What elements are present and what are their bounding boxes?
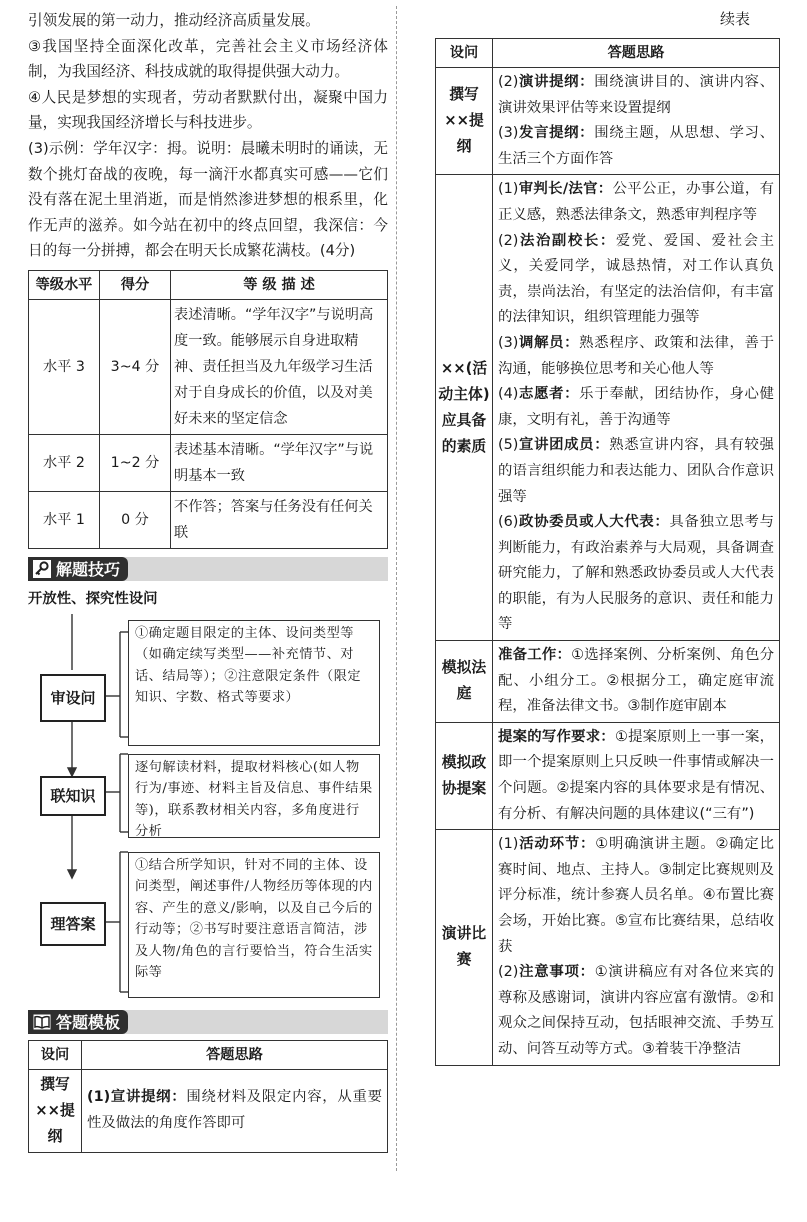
paragraph: ④人民是梦想的实现者，劳动者默默付出，凝聚中国力量，实现我国经济增长与科技进步。 [28,88,388,132]
item-prefix: (3) [498,125,519,142]
item-bold: 提案的写作要求： [498,728,615,745]
item-text: ①提案原则上一事一案，即一个提案原则上只反映一件事情或解决一个问题。②提案内容的具体要求是有情况、有分析、有解决问题的具体建议(“三有”) [498,728,774,822]
step-label: 理答案 [40,902,106,946]
item-prefix: (4) [498,386,519,403]
item-bold: 发言提纲： [518,125,595,142]
table-row [436,175,780,641]
template-heading: 答题模板 [56,1013,121,1033]
answer-item [498,643,774,720]
item-text: 围绕演讲目的、演讲内容、演讲效果评估等来设置提纲 [498,74,774,116]
item-text: 公平公正，办事公道，有正义感，熟悉法律条文，熟悉审判程序等 [498,181,774,223]
row-value [82,1069,388,1152]
item-bold: 演讲提纲： [518,74,595,90]
score-cell: 1~2 分 [100,434,171,491]
item-bold: 审判长/法官： [518,181,613,198]
score-cell: 0 分 [100,491,171,548]
header-approach: 答题思路 [82,1040,388,1069]
answer-item [498,229,774,331]
template-badge [28,1010,128,1034]
tips-subtitle: 开放性、探究性设问 [28,590,158,607]
row-value [493,722,780,829]
item-prefix: (2) [498,964,519,981]
row-key-text: 撰写××提纲 [35,1075,75,1145]
continued-label: 续表 [719,10,750,28]
row-key [436,175,493,641]
step-label: 审设问 [40,674,106,722]
step-text: 逐句解读材料，提取材料核心(如人物行为/事迹、材料主旨及信息、事件结果等)，联系教材相关内容，多角度进行分析 [128,754,380,838]
table-row [436,830,780,1065]
item-text: ①演讲稿应有对各位来宾的尊称及感谢词，演讲内容应富有激情。②和观众之间保持互动，包括眼神交流、手势互动、问答互动等方式。③着装干净整洁 [498,964,774,1057]
header-approach: 答题思路 [493,39,780,68]
desc-cell: 表述清晰。“学年汉字”与说明高度一致。能够展示自身进取精神、责任担当及九年级学习生活对于自身成长的价值，以及对美好未来的坚定信念 [171,299,388,434]
header-question: 设问 [436,39,493,68]
row-key-text: 演讲比赛 [441,925,487,969]
answer-item [498,832,774,960]
header-question: 设问 [29,1040,82,1069]
item-prefix: (3) [498,334,519,351]
item-bold: 调解员： [518,334,580,351]
table-row [436,68,780,175]
row-value [493,641,780,723]
item-prefix: (2) [498,232,519,249]
row-key [436,722,493,829]
table-row [29,299,388,434]
item-bold: 政协委员或人大代表： [518,514,670,531]
table-row [29,1069,388,1152]
item-bold: 志愿者： [518,386,580,403]
paragraph: ③我国坚持全面深化改革，完善社会主义市场经济体制，为我国经济、科技成就的取得提供强大动力。 [28,37,388,81]
table-row [29,434,388,491]
item-prefix: (6) [498,514,519,531]
desc-cell: 表述基本清晰。“学年汉字”与说明基本一致 [171,434,388,491]
template-section-header [28,1010,388,1034]
answer-item [498,331,774,382]
table-row [29,491,388,548]
item-bold: 宣讲团成员： [518,437,610,454]
answer-item [498,121,774,172]
tips-section-header [28,557,388,581]
answer-item [498,177,774,228]
header-level: 等级水平 [29,270,100,299]
item-prefix: (5) [498,437,519,454]
item-bold: 注意事项： [518,964,595,981]
item-text: ①明确演讲主题。②确定比赛时间、地点、主持人。③制定比赛规则及评分标准，统计参赛人员名单。④布置比赛会场，开始比赛。⑤宣布比赛结果，总结收获 [498,836,774,955]
answer-item [498,510,774,638]
header-desc: 等 级 描 述 [171,270,388,299]
paragraph: (3)示例：学年汉字：拇。说明：晨曦未明时的诵读，无数个挑灯奋战的夜晚，每一滴汗水都真实可感——它们没有落在泥土里消逝，而是悄然渗进梦想的根系里，化作无声的滋养。如今站在初中的终点回望，我深信：今日的每一分拼搏，都会在明天长成繁花满枝。(4分) [28,139,388,260]
table-row [436,722,780,829]
answer-item [498,70,774,121]
item-prefix: (1) [498,836,519,853]
answer-table [435,38,780,1066]
item-text: 围绕主题，从思想、学习、生活三个方面作答 [498,125,774,167]
row-key [436,68,493,175]
row-key-text: 撰写××提纲 [444,86,484,156]
grade-table [28,270,388,549]
step-text: ①确定题目限定的主体、设问类型等（如确定续写类型——补充情节、对话、结局等）；②注意限定条件（限定知识、字数、格式等要求） [128,620,380,746]
row-value [493,830,780,1065]
answer-item [498,382,774,433]
row-key [29,1069,82,1152]
row-key-text: 模拟政协提案 [441,754,487,798]
table-row [436,641,780,723]
answer-item [498,960,774,1062]
tips-badge [28,557,128,581]
paragraph: 引领发展的第一动力，推动经济高质量发展。 [28,12,320,29]
item-text: ①选择案例、分析案例、角色分配、小组分工。②根据分工，确定庭审流程，准备法律文书。③制作庭审剧本 [498,647,774,715]
desc-cell: 不作答；答案与任务没有任何关联 [171,491,388,548]
score-cell: 3~4 分 [100,299,171,434]
item-bold: 法治副校长： [518,232,616,249]
step-label: 联知识 [40,776,106,816]
template-table [28,1040,388,1153]
row-text: 围绕材料及限定内容，从重要性及做法的角度作答即可 [87,1089,382,1131]
level-cell: 水平 2 [29,434,100,491]
key-icon [32,559,52,579]
answer-item [498,433,774,510]
row-key-text: ××(活动主体)应具备的素质 [438,359,490,455]
row-value [493,68,780,175]
tips-flowchart [28,612,388,1002]
item-prefix: (1) [498,181,519,198]
level-cell: 水平 1 [29,491,100,548]
row-value [493,175,780,641]
row-key [436,641,493,723]
row-key-text: 模拟法庭 [441,659,487,703]
item-prefix: (2) [498,74,519,90]
left-column [28,8,388,1153]
item-text: 爱党、爱国、爱社会主义，关爱同学，诚恳热情，对工作认真负责，崇尚法治，有坚定的法治信仰，有丰富的法律知识，组织管理能力强等 [498,232,774,326]
row-bold: (1)宣讲提纲： [87,1089,187,1106]
item-bold: 准备工作： [498,647,572,664]
column-divider [396,6,397,1171]
row-key [436,830,493,1065]
item-text: 熟悉宣讲内容，具有较强的语言组织能力和表达能力、团队合作意识强等 [498,437,774,505]
level-cell: 水平 3 [29,299,100,434]
book-icon [32,1012,52,1032]
right-column [435,8,780,1066]
item-text: 乐于奉献，团结协作，身心健康，文明有礼，善于沟通等 [498,386,774,428]
header-score: 得分 [100,270,171,299]
answer-item [498,725,774,827]
tips-heading: 解题技巧 [56,560,121,580]
item-text: 具备独立思考与判断能力，有政治素养与大局观，具备调查研究能力，了解和熟悉政协委员或人大代表的职能，有为人民服务的意识、责任和能力等 [498,514,774,633]
step-text: ①结合所学知识，针对不同的主体、设问类型，阐述事件/人物经历等体现的内容、产生的意义/影响，以及自己今后的行动等；②书写时要注意语言简洁，涉及人物/角色的言行要恰当，符合生活实际等 [128,852,380,998]
item-bold: 活动环节： [518,836,596,853]
item-text: 熟悉程序、政策和法律，善于沟通，能够换位思考和关心他人等 [498,334,774,377]
